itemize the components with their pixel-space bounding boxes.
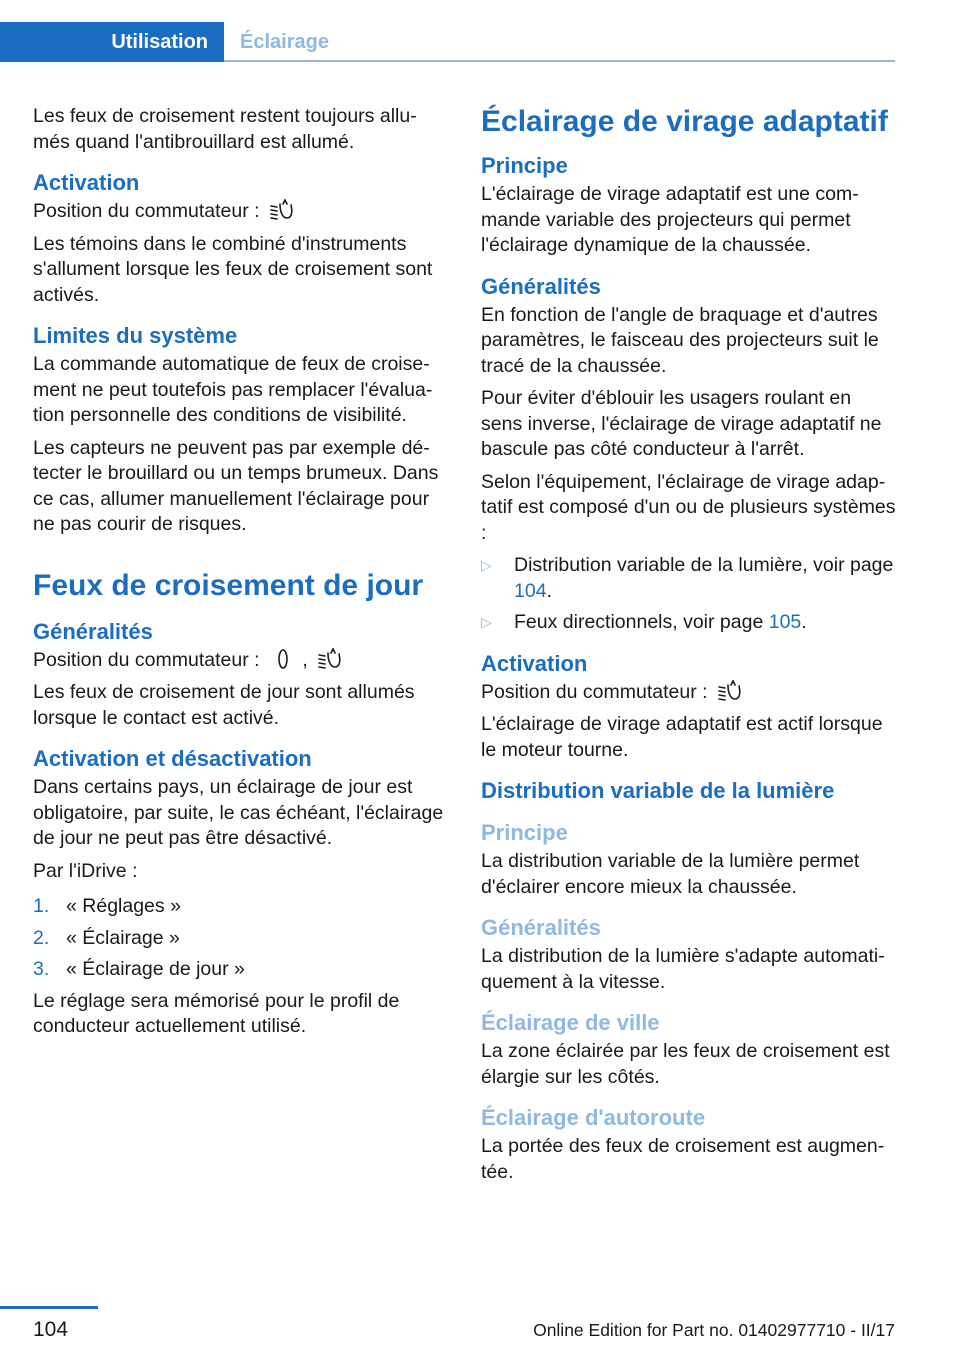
list-item: ▷ Feux directionnels, voir page 105. [481, 610, 896, 636]
edition-text: Online Edition for Part no. 01402977710 - II/17 [533, 1320, 895, 1340]
auto-light-icon [317, 648, 345, 670]
triangle-bullet-icon: ▷ [481, 557, 492, 573]
light-off-icon [269, 648, 297, 670]
day-general-heading: Généralités [33, 618, 153, 644]
limits-text-2: Les capteurs ne peuvent pas par exemple détecter le brouillard ou un temps brumeux. Dans ce cas, allumer manuellement l'éclairage pour ne pas courir de risques. [33, 436, 439, 535]
list-item: 1. « Réglages » [33, 895, 181, 917]
section-tab-utilisation: Utilisation [0, 22, 224, 62]
systems-list [481, 553, 896, 636]
vld-general-heading: Généralités [481, 915, 601, 940]
activation-text: Les témoins dans le combiné d'instruments s'allument lorsque les feux de croisement sont activés. [33, 232, 433, 306]
page-link-104[interactable]: 104 [514, 579, 547, 602]
right-column [481, 104, 896, 1192]
activation-text: L'éclairage de virage adaptatif est actif lorsque le moteur tourne. [481, 713, 883, 761]
onoff-text: Dans certains pays, un éclairage de jour est obligatoire, par suite, le cas échéant, l'éclairage de jour ne peut pas être désactivé. [33, 776, 444, 849]
vld-heading: Distribution variable de la lumière [481, 778, 835, 803]
adaptive-title: Éclairage de virage adaptatif [481, 105, 888, 138]
activation-switch-text: Position du commutateur : [481, 680, 896, 706]
day-general-text: Les feux de croisement de jour sont allumés lorsque le contact est activé. [33, 681, 415, 729]
principle-text: L'éclairage de virage adaptatif est une commande variable des projecteurs qui permet l'éclairage dynamique de la chaussée. [481, 183, 859, 256]
general-text-1: En fonction de l'angle de braquage et d'autres paramètres, le faisceau des projecteurs suit le tracé de la chaussée. [481, 303, 879, 377]
idrive-steps [33, 894, 446, 983]
day-general-switch-text: Position du commutateur : , [33, 648, 446, 674]
header-rule [224, 60, 895, 62]
highway-heading: Éclairage d'autoroute [481, 1105, 706, 1130]
general-text-2: Pour éviter d'éblouir les usagers roulant en sens inverse, l'éclairage de virage adaptatif ne bascule pas côté conducteur à l'arrêt. [481, 387, 882, 460]
day-lights-title: Feux de croisement de jour [33, 568, 424, 602]
vld-general-text: La distribution de la lumière s'adapte automatiquement à la vitesse. [481, 945, 885, 993]
vld-principle-heading: Principe [481, 820, 568, 845]
city-heading: Éclairage de ville [481, 1010, 660, 1035]
footer-rule [0, 1306, 98, 1309]
intro-text: Les feux de croisement restent toujours allumés quand l'antibrouillard est allumé. [33, 105, 417, 153]
auto-light-icon [269, 199, 297, 221]
limits-heading: Limites du système [33, 323, 238, 348]
page-header [0, 0, 895, 62]
city-text: La zone éclairée par les feux de croisement est élargie sur les côtés. [481, 1040, 890, 1088]
section-tab-eclairage: Éclairage [240, 31, 329, 53]
triangle-bullet-icon: ▷ [481, 614, 492, 630]
page-number: 104 [33, 1318, 69, 1341]
auto-light-icon [717, 680, 745, 702]
left-column [33, 104, 446, 1047]
activation-switch-text: Position du commutateur : [33, 199, 446, 225]
activation-heading: Activation [481, 650, 588, 676]
highway-text: La portée des feux de croisement est augmentée. [481, 1135, 885, 1183]
general-heading: Généralités [481, 273, 601, 299]
idrive-text: Par l'iDrive : [33, 859, 138, 882]
list-item: ▷ Distribution variable de la lumière, voir page 104. [481, 554, 894, 602]
page-link-105[interactable]: 105 [768, 611, 802, 633]
vld-principle-text: La distribution variable de la lumière permet d'éclairer encore mieux la chaussée. [481, 850, 860, 898]
list-item: 3. « Éclairage de jour » [33, 958, 245, 980]
general-text-3: Selon l'équipement, l'éclairage de virage adaptatif est composé d'un ou de plusieurs systèmes : [481, 470, 896, 544]
principle-heading: Principe [481, 153, 568, 178]
limits-text-1: La commande automatique de feux de croisement ne peut toutefois pas remplacer l'évaluation personnelle des conditions de visibilité. [33, 353, 433, 426]
saved-text: Le réglage sera mémorisé pour le profil de conducteur actuellement utilisé. [33, 989, 400, 1037]
onoff-heading: Activation et désactivation [33, 746, 312, 771]
activation-heading: Activation [33, 170, 140, 195]
list-item: 2. « Éclairage » [33, 926, 180, 949]
